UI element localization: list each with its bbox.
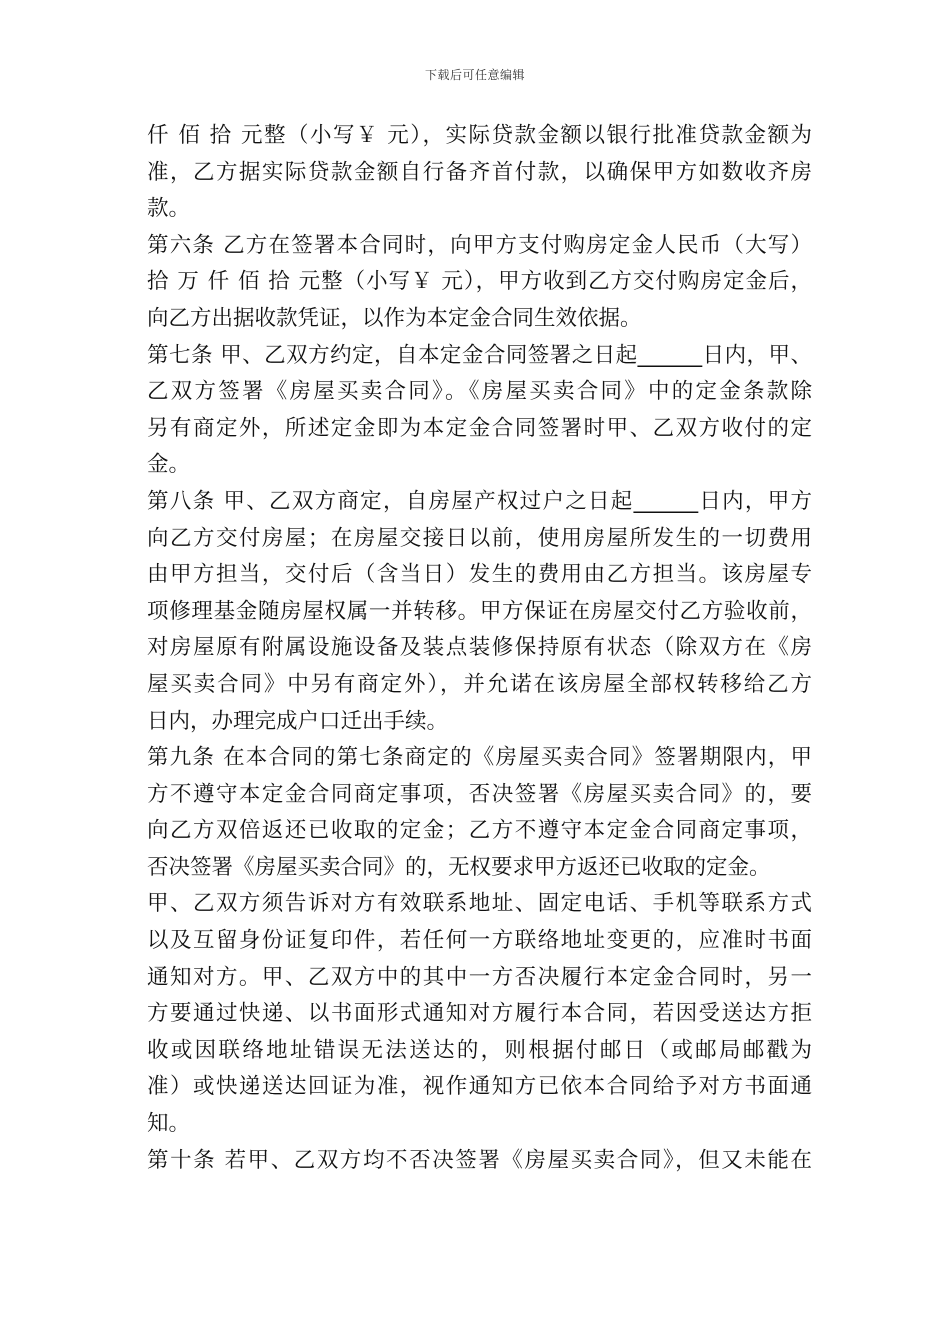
text-line: 向乙方出据收款凭证，以作为本定金合同生效依据。	[147, 305, 642, 331]
text-line: 对房屋原有附属设施设备及装点装修保持原有状态（除双方在《房	[147, 635, 812, 661]
text-line: 项修理基金随房屋权属一并转移。甲方保证在房屋交付乙方验收前，	[147, 598, 812, 624]
text-line: 第六条 乙方在签署本合同时，向甲方支付购房定金人民币（大写）	[147, 232, 812, 258]
text-line: 收或因联络地址错误无法送达的，则根据付邮日（或邮局邮戳为	[147, 1037, 812, 1063]
text-line: 通知对方。甲、乙双方中的其中一方否决履行本定金合同时，另一	[147, 964, 812, 990]
text-line: 仟 佰 拾 元整（小写￥ 元），实际贷款金额以银行批准贷款金额为	[147, 123, 812, 148]
text-line: 日内，办理完成户口迁出手续。	[147, 708, 449, 734]
text-line: 准，乙方据实际贷款金额自行备齐首付款，以确保甲方如数收齐房	[147, 159, 812, 185]
text-line: 乙双方签署《房屋买卖合同》。《房屋买卖合同》中的定金条款除	[147, 379, 812, 405]
text-line: 准）或快递送达回证为准，视作通知方已依本合同给予对方书面通	[147, 1074, 812, 1100]
text-line: 第九条 在本合同的第七条商定的《房屋买卖合同》签署期限内，甲	[147, 745, 812, 771]
text-line: 以及互留身份证复印件，若任何一方联络地址变更的，应准时书面	[147, 928, 812, 954]
text-line: 拾 万 仟 佰 拾 元整（小写￥ 元），甲方收到乙方交付购房定金后，	[147, 269, 812, 295]
text-line: 知。	[147, 1111, 191, 1137]
text-line: 第八条 甲、乙双方商定，自房屋产权过户之日起______日内，甲方	[147, 488, 812, 514]
text-line: 向乙方双倍返还已收取的定金；乙方不遵守本定金合同商定事项，	[147, 818, 812, 844]
text-line: 金。	[147, 452, 191, 478]
text-line: 由甲方担当，交付后（含当日）发生的费用由乙方担当。该房屋专	[147, 562, 812, 588]
text-line: 款。	[147, 196, 191, 222]
contract-body	[147, 118, 812, 1179]
text-line: 否决签署《房屋买卖合同》的，无权要求甲方返还已收取的定金。	[147, 854, 771, 880]
text-line: 方不遵守本定金合同商定事项，否决签署《房屋买卖合同》的，要	[147, 781, 812, 807]
page-header: 下载后可任意编辑	[424, 68, 525, 82]
text-line: 另有商定外，所述定金即为本定金合同签署时甲、乙双方收付的定	[147, 415, 812, 441]
text-line: 向乙方交付房屋；在房屋交接日以前，使用房屋所发生的一切费用	[147, 525, 812, 551]
text-line: 第七条 甲、乙双方约定，自本定金合同签署之日起______日内，甲、	[147, 342, 812, 368]
text-line: 方要通过快递、以书面形式通知对方履行本合同，若因受送达方拒	[147, 1001, 812, 1027]
text-line: 屋买卖合同》中另有商定外），并允诺在该房屋全部权转移给乙方	[147, 671, 812, 697]
text-line: 甲、乙双方须告诉对方有效联系地址、固定电话、手机等联系方式	[147, 891, 812, 917]
text-line: 第十条 若甲、乙双方均不否决签署《房屋买卖合同》，但又未能在	[147, 1147, 812, 1173]
